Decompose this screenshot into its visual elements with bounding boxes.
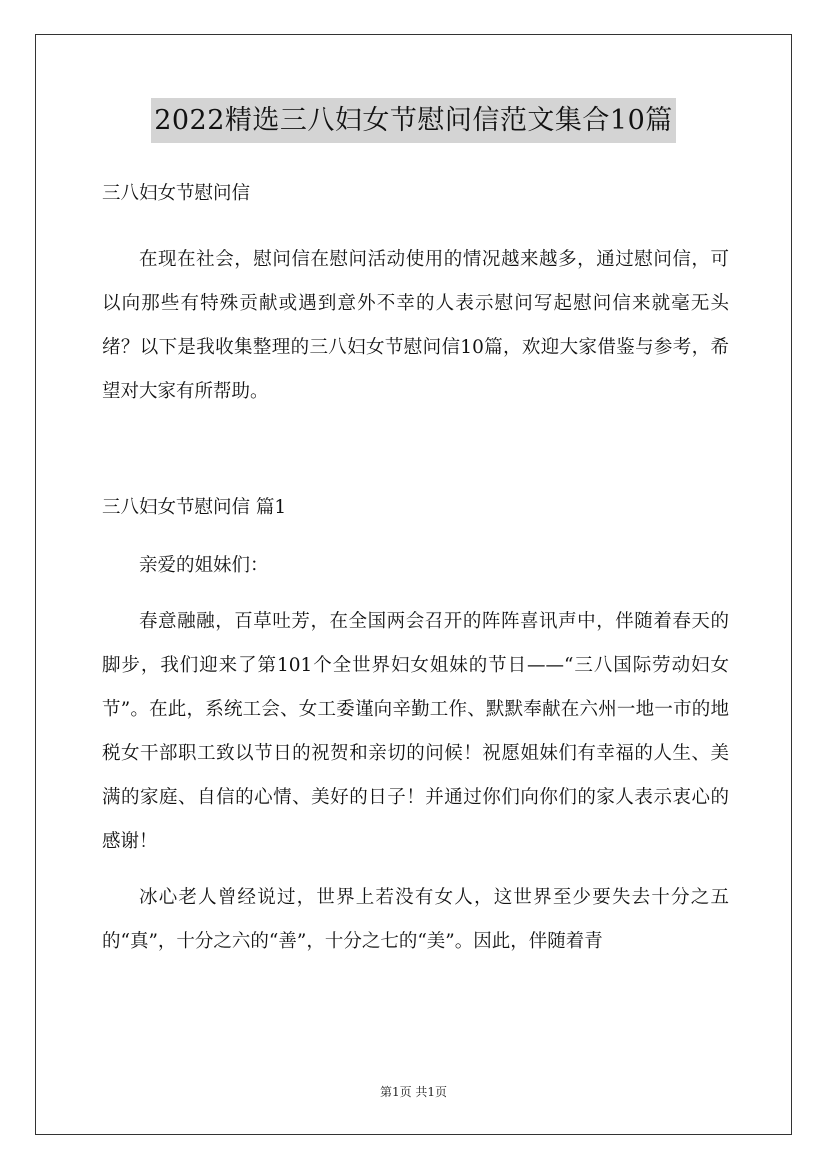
section-heading: 三八妇女节慰问信 篇1 xyxy=(102,497,287,518)
salutation: 亲爱的姐妹们： xyxy=(139,555,269,576)
title-container xyxy=(0,98,827,143)
document-title: 2022精选三八妇女节慰问信范文集合10篇 xyxy=(151,98,676,143)
intro-heading: 三八妇女节慰问信 xyxy=(102,183,251,204)
intro-paragraph: 在现在社会，慰问信在慰问活动使用的情况越来越多，通过慰问信，可以向那些有特殊贡献或遇到意外不幸的人表示慰问写起慰问信来就毫无头绪？以下是我收集整理的三八妇女节慰问信10篇，欢迎大家借鉴与参考，希望对大家有所帮助。 xyxy=(102,249,729,402)
document-body xyxy=(102,172,729,964)
body-paragraph-2: 冰心老人曾经说过，世界上若没有女人，这世界至少要失去十分之五的“真”，十分之六的“善”，十分之七的“美”。因此，伴随着青 xyxy=(102,887,729,952)
body-paragraph-1: 春意融融，百草吐芳，在全国两会召开的阵阵喜讯声中，伴随着春天的脚步，我们迎来了第101个全世界妇女姐妹的节日——“三八国际劳动妇女节”。在此，系统工会、女工委谨向辛勤工作、默默奉献在六州一地一市的地税女干部职工致以节日的祝贺和亲切的问候！祝愿姐妹们有幸福的人生、美满的家庭、自信的心情、美好的日子！并通过你们向你们的家人表示衷心的感谢！ xyxy=(102,611,729,852)
page-number: 第1页 共1页 xyxy=(379,1085,448,1099)
